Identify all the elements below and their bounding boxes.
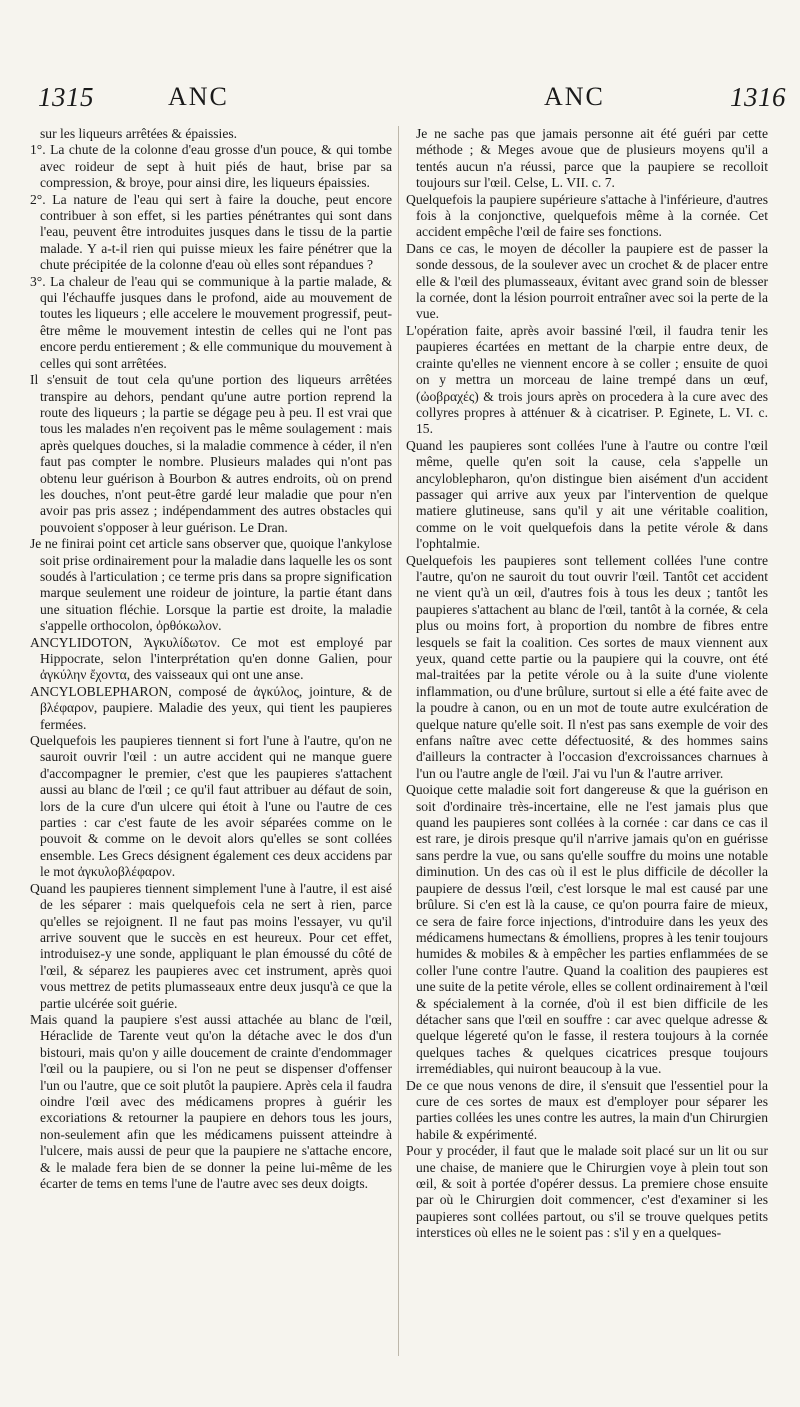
paragraph: 3°. La chaleur de l'eau qui se communique à la partie malade, & qui l'échauffe jusques dans le profond, aide au mouvement de toutes les liqueurs ; elle accelere le mouvement progressif, peut-être même le mouvement intestin de celles qui ne l'ont pas encore perdu entierement ; & elle communique du mouvement à celles qui sont arrêtées. xyxy=(30,273,392,371)
paragraph: Quand les paupieres sont collées l'une à l'autre ou contre l'œil même, quelle qu'en soit la cause, cela s'appelle un ancyloblepharon, qu'on distingue bien aisément d'un accident passager qui arrive aux yeux par l'intervention de quelque matiere glutineuse, sans qu'il y ait une véritable coalition, comme on le voit quelquefois dans la petite vérole & dans l'ophtalmie. xyxy=(406,437,768,552)
paragraph: De ce que nous venons de dire, il s'ensuit que l'essentiel pour la cure de ces sortes de maux est d'employer pour séparer les parties collées les unes contre les autres, la main d'un Chirurgien habile & expérimenté. xyxy=(406,1077,768,1142)
column-divider xyxy=(398,126,399,1356)
paragraph: Quoique cette maladie soit fort dangereuse & que la guérison en soit d'ordinaire très-incertaine, elle ne l'est jamais plus que quand les paupieres sont collées à la cornée : car dans ce cas il est rare, je dirois presque qu'il n'arrive jamais qu'on en guérisse sans perdre la vue, ou sans qu'elle souffre du moins une notable diminution. Un des cas où il est le plus difficile de décoller la paupiere de dessus l'œil, c'est lorsque le mal est causé par une brûlure. Si c'en est là la cause, ce qu'on pourra faire de mieux, ce sera de faire force injections, d'introduire dans les yeux des médicamens humectans & émolliens, propres à les tenir toujours humides & mobiles & à empêcher les parties enflammées de se coller l'une contre l'autre. Quand la coalition des paupieres est une suite de la petite vérole, elles se collent ordinairement à l'œil & spécialement à la cornée, d'où il est bien difficile de les détacher sans que l'œil en souffre : car avec quelque adresse & quelque légereté qu'on le fasse, il restera toujours à la cornée quelques taches & quelques cicatrices presque toujours irremédiables, qui nuiront beaucoup à la vue. xyxy=(406,782,768,1077)
paragraph: Quelquefois les paupieres tiennent si fort l'une à l'autre, qu'on ne sauroit ouvrir l'œil : un autre accident qui ne manque guere d'accompagner le premier, c'est que les paupieres s'attachent aussi au blanc de l'œil ; ce qu'il faut attribuer au défaut de soin, lors de la cure d'un ulcere qui étoit à l'une ou l'autre de ces parties : car c'est faute de les avoir séparées comme on le pouvoit & comme on le devoit alors qu'elles se sont collées ensemble. Les Grecs désignent également ces deux accidens par le mot ἀγκυλοβλέφαρον. xyxy=(30,733,392,880)
paragraph: 2°. La nature de l'eau qui sert à faire la douche, peut encore contribuer à son effet, si les parties pénétrantes qui sont dans l'eau, peuvent être introduites jusques dans le tissu de la partie malade. Y a-t-il rien qui puisse mieux les faire pénétrer que la chute précipitée de la colonne d'eau où elles sont répandues ? xyxy=(30,191,392,273)
paragraph: Il s'ensuit de tout cela qu'une portion des liqueurs arrêtées transpire au dehors, pendant qu'une autre portion reprend la route des liqueurs ; la partie se dégage peu à peu. Il est vrai que tous les malades n'en reçoivent pas le même soulagement : mais après quelques douches, si la maladie commence à céder, il n'en faut pas compter le nombre. Plusieurs malades qui n'ont pas obtenu leur guérison à Bourbon & autres endroits, où on prend les douches, n'ont peut-être gardé leur maladie que pour n'en avoir pas pris assez ; indépendamment des autres obstacles qui pouvoient s'opposer à leur guérison. Le Dran. xyxy=(30,372,392,535)
paragraph: Quelquefois la paupiere supérieure s'attache à l'inférieure, d'autres fois à la conjonctive, quelquefois même à la cornée. Cet accident empêche l'œil de faire ses fonctions. xyxy=(406,191,768,240)
right-page-number: 1316 xyxy=(730,82,786,112)
paragraph: 1°. La chute de la colonne d'eau grosse d'un pouce, & qui tombe avec roideur de sept à huit piés de haut, brise par sa compression, & broye, pour ainsi dire, les liqueurs épaissies. xyxy=(30,142,392,191)
paragraph: Dans ce cas, le moyen de décoller la paupiere est de passer la sonde dessous, de la soulever avec un crochet & de placer entre elle & l'œil des plumasseaux, évitant avec grand soin de blesser la cornée, dont la lésion pourroit entraîner avec soi la perte de la vue. xyxy=(406,240,768,322)
entry-ancylidoton: ANCYLIDOTON, Ἀγκυλίδωτον. Ce mot est employé par Hippocrate, selon l'interprétation qu'en donne Galien, pour ἀγκύλην ἔχοντα, des vaisseaux qui ont une anse. xyxy=(30,634,392,683)
paragraph: Mais quand la paupiere s'est aussi attachée au blanc de l'œil, Héraclide de Tarente veut qu'on la détache avec le dos d'un bistouri, mais qu'on y aille doucement de crainte d'endommager l'œil ou la paupiere, ou si l'on ne peut se dispenser d'offenser l'un ou l'autre, que ce soit plutôt la paupiere. Après cela il faudra oindre l'œil avec des médicamens propres à guérir les excoriations & retourner la paupiere en dehors tous les jours, non-seulement afin que les médicamens puissent atteindre à l'ulcere, mais aussi de peur que la paupiere ne s'attache encore, & le malade fera bien de se donner la peine lui-même de les écarter de tems en tems l'une de l'autre avec ses deux doigts. xyxy=(30,1011,392,1191)
right-column xyxy=(406,126,768,1242)
paragraph: sur les liqueurs arrêtées & épaissies. xyxy=(40,126,238,141)
paragraph: Quelquefois les paupieres sont tellement collées l'une contre l'autre, qu'on ne sauroit du tout ouvrir l'œil. Tantôt cet accident ne vient qu'à un œil, d'autres fois à tous les deux ; tantôt les paupieres s'attachent au blanc de l'œil, tantôt à la cornée, & cela plus ou moins fort, à proportion du nombre de fibres entre lesquels se fait la coalition. Ces sortes de maux viennent aux yeux, quand cette partie ou la paupiere qui la couvre, ont été mal-traitées par la petite vérole ou à la suite d'une violente inflammation, ou d'une brûlure, surtout si elle a été faite avec de la poudre à canon, ou en un mot de toute autre exulcération de quelque nature qu'elle soit. Il n'est pas sans exemple de voir des enfans naître avec cette défectuosité, & des hommes sains d'ailleurs la contracter à l'occasion d'excroissances charnues à l'un ou l'autre angle de l'œil. J'ai vu l'un & l'autre arriver. xyxy=(406,552,768,781)
left-running-title: ANC xyxy=(168,82,229,111)
left-page-number: 1315 xyxy=(38,82,94,112)
paragraph: L'opération faite, après avoir bassiné l'œil, il faudra tenir les paupieres écartées en mettant de la charpie entre deux, de crainte qu'elles ne viennent encore à se coller ; ensuite de quoi on y mettra un morceau de laine trempé dans un œuf, (ὠοβραχές) & trois jours après on procedera à la cure avec des collyres propres à atténuer & à cicatriser. P. Eginete, L. VI. c. 15. xyxy=(406,322,768,437)
page-header xyxy=(0,82,800,122)
entry-ancyloblepharon: ANCYLOBLEPHARON, composé de ἀγκύλος, jointure, & de βλέφαρον, paupiere. Maladie des yeux, qui tient les paupieres fermées. xyxy=(30,683,392,732)
right-running-title: ANC xyxy=(544,82,605,111)
paragraph: Quand les paupieres tiennent simplement l'une à l'autre, il est aisé de les séparer : mais quelquefois cela ne sert à rien, parce qu'elles se rejoignent. Il ne faut pas moins l'essayer, vu qu'il arrive souvent que le succès en est heureux. Pour cet effet, introduisez-y une sonde, appliquant le plan émoussé du côté de l'œil, & séparez les paupieres avec cet instrument, après quoi vous mettrez de petits plumasseaux entre deux jusqu'à ce que la partie ulcérée soit guérie. xyxy=(30,880,392,1011)
paragraph: Je ne finirai point cet article sans observer que, quoique l'ankylose soit prise ordinairement pour la maladie dans laquelle les os sont soudés à l'articulation ; ce terme pris dans sa propre signification marque seulement une roideur de jointure, la partie étant dans une situation fléchie. Lorsque la partie est droite, la maladie s'appelle orthocolon, ὀρθόκωλον. xyxy=(30,536,393,634)
left-column xyxy=(30,126,392,1192)
paragraph: Je ne sache pas que jamais personne ait été guéri par cette méthode ; & Meges avoue que de plusieurs moyens qu'il a tentés aucun n'a réussi, parce que la paupiere se recolloit toujours sur l'œil. Celse, L. VII. c. 7. xyxy=(416,126,768,191)
paragraph: Pour y procéder, il faut que le malade soit placé sur un lit ou sur une chaise, de maniere que le Chirurgien voye à plein tout son œil, & soit à portée d'opérer dessus. La premiere chose ensuite par où le Chirurgien doit commencer, c'est d'examiner si les paupieres sont collées partout, ou s'il se trouve quelques petits interstices où elles ne le soient pas : s'il y en a quelques- xyxy=(406,1143,768,1241)
